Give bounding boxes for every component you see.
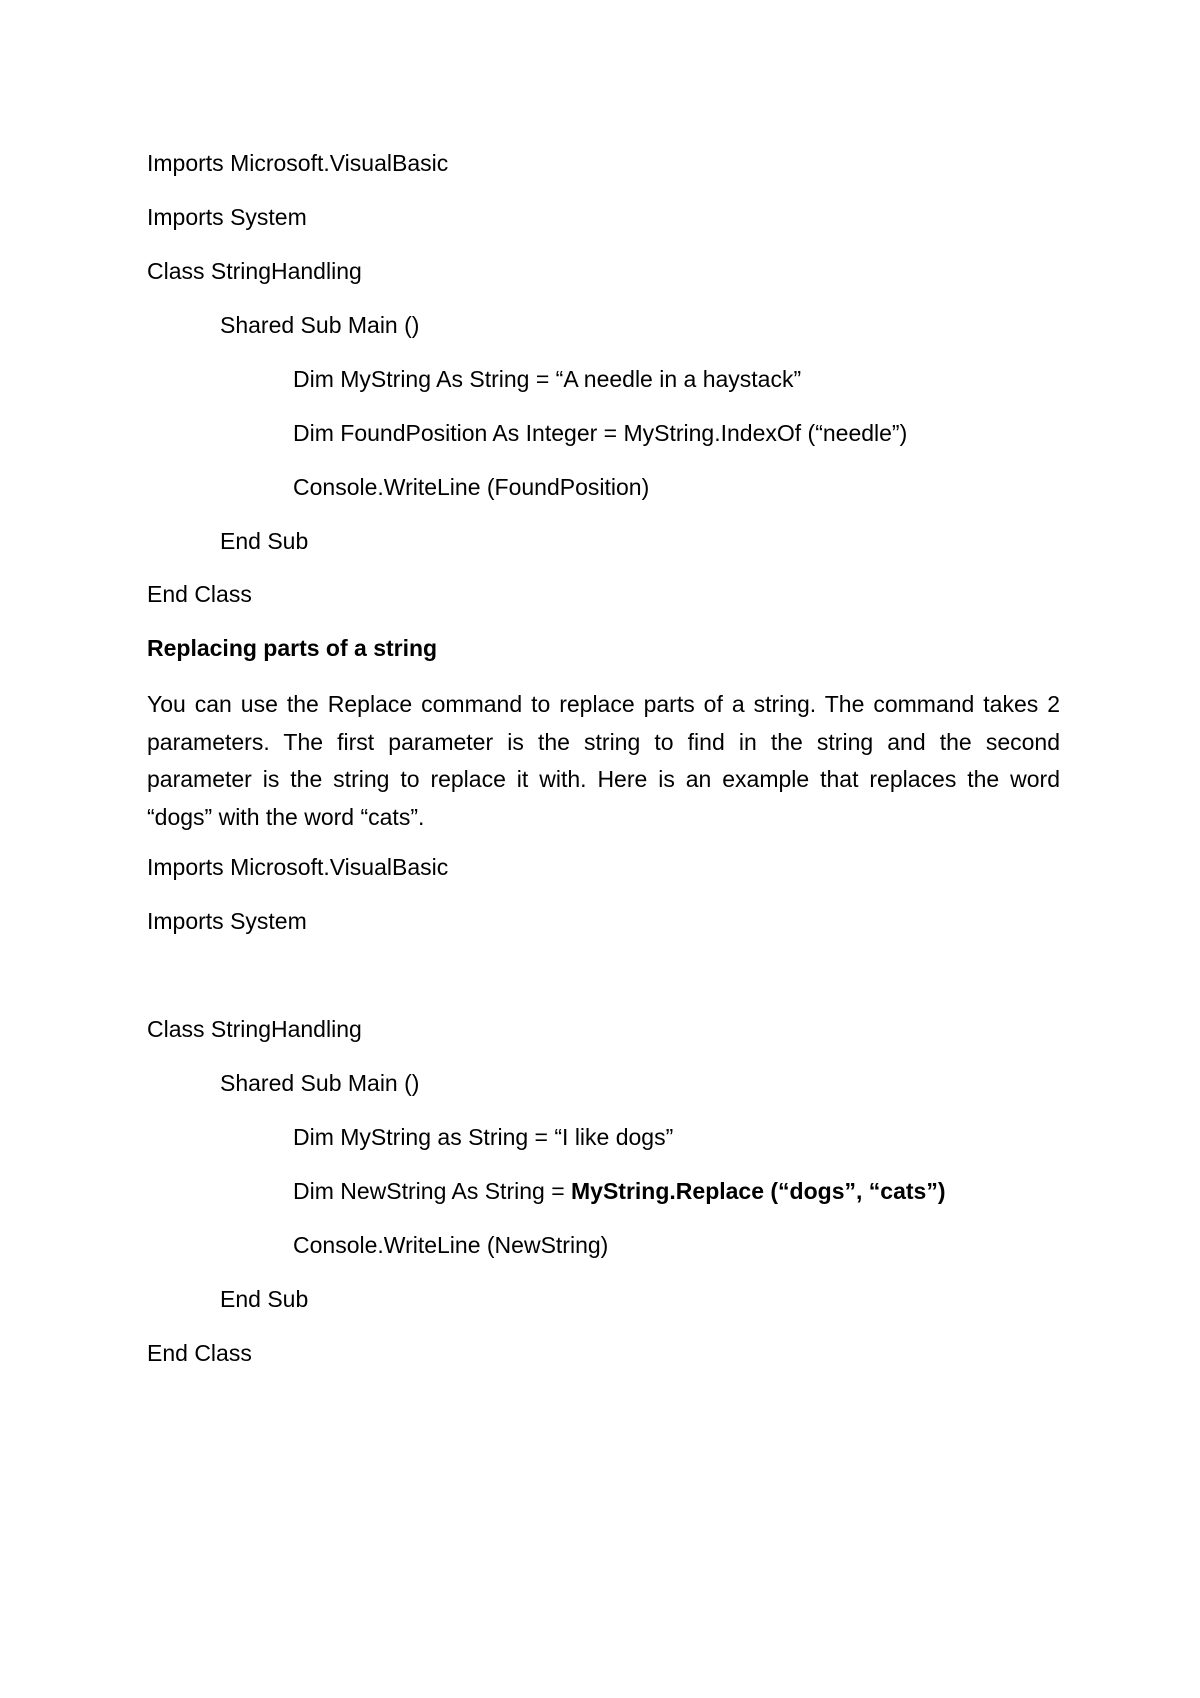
code-line-class-declaration: Class StringHandling	[147, 1016, 362, 1042]
code-line-end-class: End Class	[147, 1340, 252, 1366]
code-line-dim-newstring	[293, 1177, 945, 1205]
code-line-sub-main: Shared Sub Main ()	[220, 1070, 420, 1096]
code-line-dim-newstring-prefix: Dim NewString As String =	[293, 1178, 572, 1204]
code-line-imports-system: Imports System	[147, 908, 307, 934]
code-replace-call: MyString.Replace (“dogs”, “cats”)	[571, 1178, 946, 1204]
code-line-imports-visualbasic: Imports Microsoft.VisualBasic	[147, 150, 449, 176]
code-line-console-writeline: Console.WriteLine (FoundPosition)	[293, 474, 650, 500]
code-line-end-sub: End Sub	[220, 1286, 309, 1312]
code-line-imports-system: Imports System	[147, 204, 307, 230]
code-line-imports-visualbasic: Imports Microsoft.VisualBasic	[147, 854, 449, 880]
code-line-end-sub: End Sub	[220, 528, 309, 554]
code-line-console-writeline: Console.WriteLine (NewString)	[293, 1232, 609, 1258]
code-line-end-class: End Class	[147, 581, 252, 607]
body-paragraph: You can use the Replace command to replace parts of a string. The command takes 2 parameters. The first parameter is the string to find in the string and the second parameter is the string to replace it with. Here is an example that replaces the word “dogs” with the word “cats”.	[147, 691, 1060, 830]
code-line-sub-main: Shared Sub Main ()	[220, 312, 420, 338]
code-line-dim-mystring: Dim MyString as String = “I like dogs”	[293, 1124, 674, 1150]
code-line-dim-foundposition: Dim FoundPosition As Integer = MyString.IndexOf (“needle”)	[293, 420, 908, 446]
code-line-dim-mystring: Dim MyString As String = “A needle in a haystack”	[293, 366, 802, 392]
section-heading: Replacing parts of a string	[147, 635, 438, 661]
code-line-class-declaration: Class StringHandling	[147, 258, 362, 284]
